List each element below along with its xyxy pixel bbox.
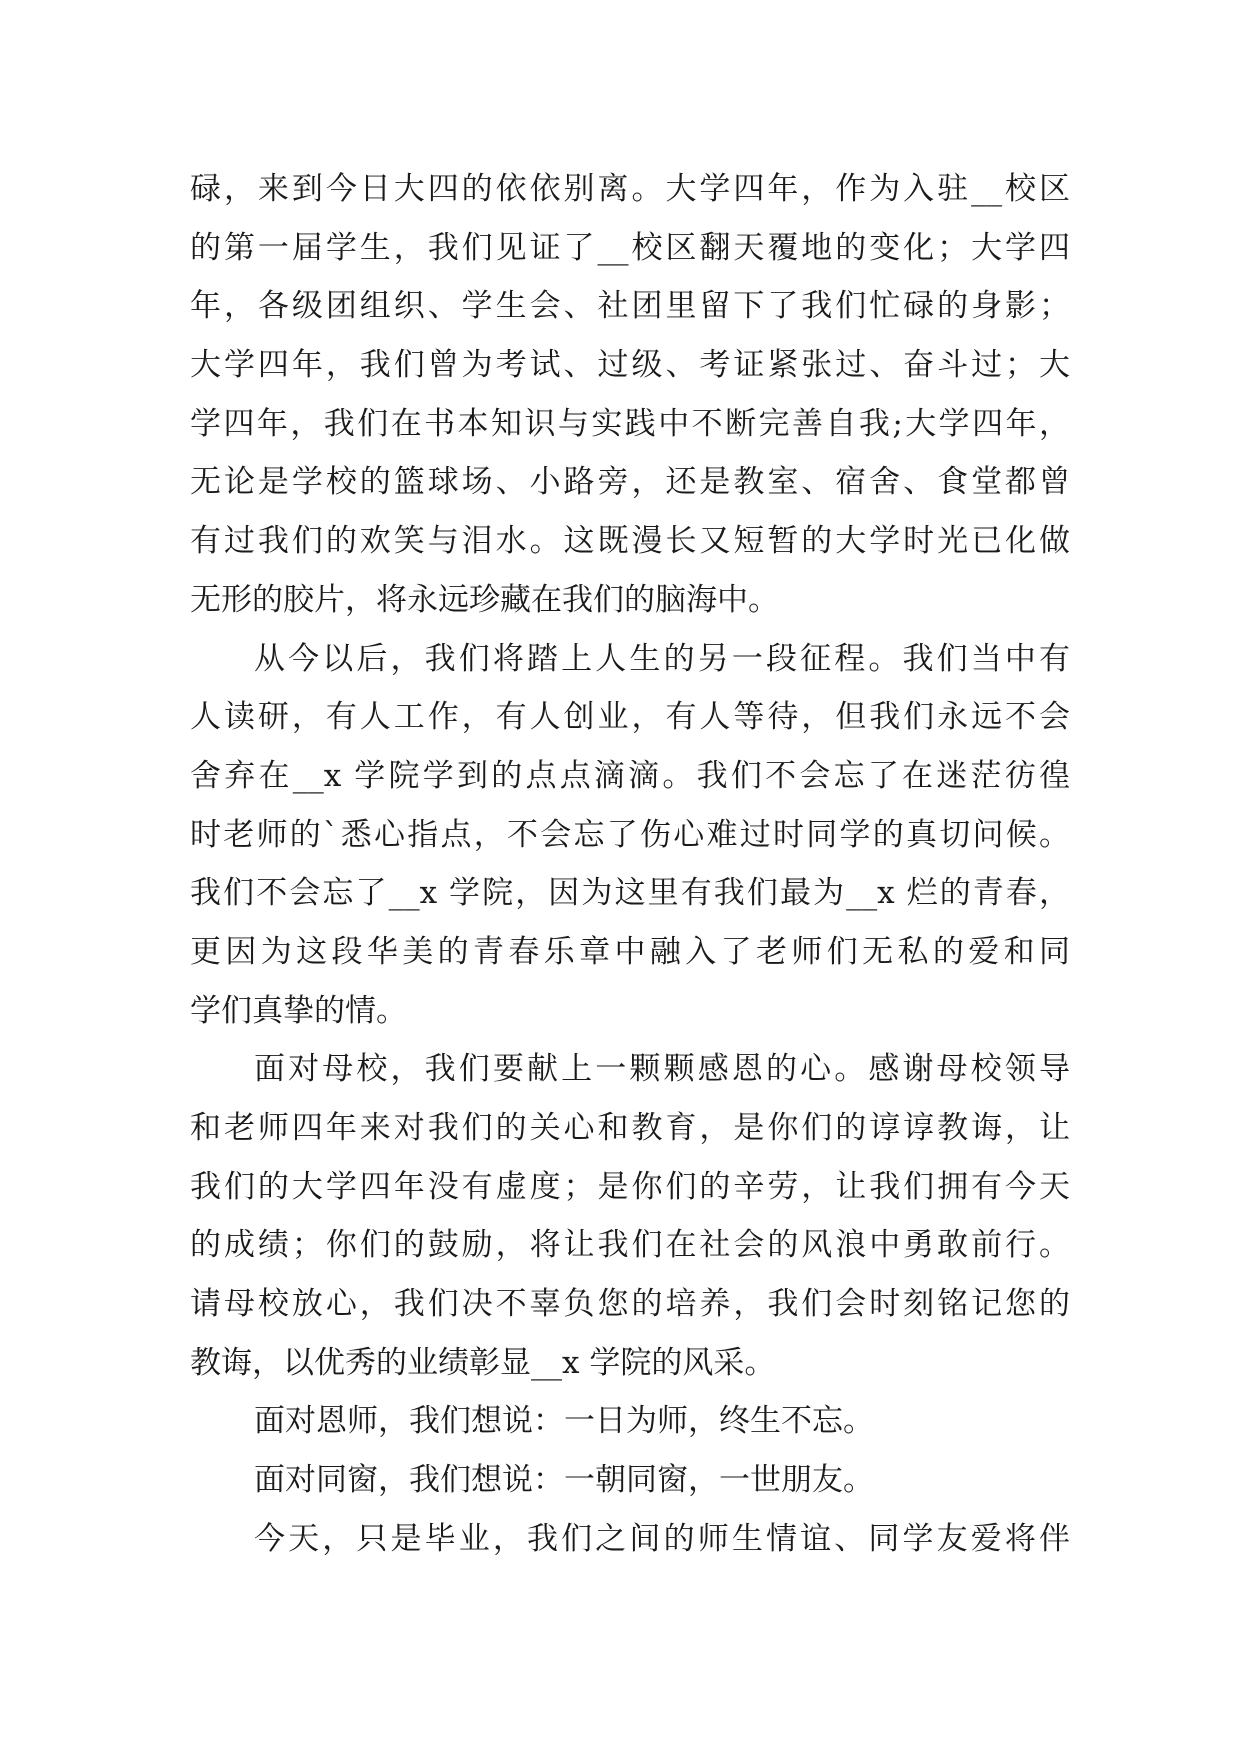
text-line: 学们真挚的情。: [190, 992, 407, 1029]
document-body: [190, 160, 1070, 1569]
text-line: 和老师四年来对我们的关心和教育，是你们的谆谆教诲，让: [190, 1110, 1070, 1146]
text-line: 面对同窗，我们想说：一朝同窗，一世朋友。: [254, 1462, 874, 1499]
text-line: 更因为这段华美的青春乐章中融入了老师们无私的爱和同: [190, 933, 1070, 970]
text-line: 舍弃在__x 学院学到的点点滴滴。我们不会忘了在迷茫彷徨: [190, 757, 1070, 794]
text-line: 从今以后，我们将踏上人生的另一段征程。我们当中有: [254, 640, 1070, 677]
text-line: 面对恩师，我们想说：一日为师，终生不忘。: [254, 1403, 874, 1440]
text-line: 学四年，我们在书本知识与实践中不断完善自我;大学四年，: [190, 405, 1070, 442]
text-line: 面对母校，我们要献上一颗颗感恩的心。感谢母校领导: [254, 1051, 1070, 1088]
text-line: 人读研，有人工作，有人创业，有人等待，但我们永远不会: [190, 699, 1070, 736]
text-line: 大学四年，我们曾为考试、过级、考证紧张过、奋斗过；大: [190, 347, 1070, 384]
text-line: 时老师的`悉心指点，不会忘了伤心难过时同学的真切问候。: [190, 816, 1070, 853]
text-line: 有过我们的欢笑与泪水。这既漫长又短暂的大学时光已化做: [190, 523, 1070, 560]
text-line: 教诲，以优秀的业绩彰显__x 学院的风采。: [190, 1344, 776, 1381]
text-line: 年，各级团组织、学生会、社团里留下了我们忙碌的身影；: [190, 288, 1070, 325]
text-line: 碌，来到今日大四的依依别离。大学四年，作为入驻__校区: [190, 171, 1070, 207]
text-line: 今天，只是毕业，我们之间的师生情谊、同学友爱将伴: [254, 1520, 1070, 1557]
text-line: 我们的大学四年没有虚度；是你们的辛劳，让我们拥有今天: [190, 1168, 1070, 1205]
text-line: 我们不会忘了__x 学院，因为这里有我们最为__x 烂的青春，: [190, 875, 1070, 912]
text-line: 请母校放心，我们决不辜负您的培养，我们会时刻铭记您的: [190, 1286, 1070, 1323]
text-line: 的第一届学生，我们见证了__校区翻天覆地的变化；大学四: [190, 229, 1070, 266]
text-line: 的成绩；你们的鼓励，将让我们在社会的风浪中勇敢前行。: [190, 1227, 1070, 1264]
text-line: 无论是学校的篮球场、小路旁，还是教室、宿舍、食堂都曾: [190, 464, 1070, 501]
text-line: 无形的胶片，将永远珍藏在我们的脑海中。: [190, 581, 779, 618]
